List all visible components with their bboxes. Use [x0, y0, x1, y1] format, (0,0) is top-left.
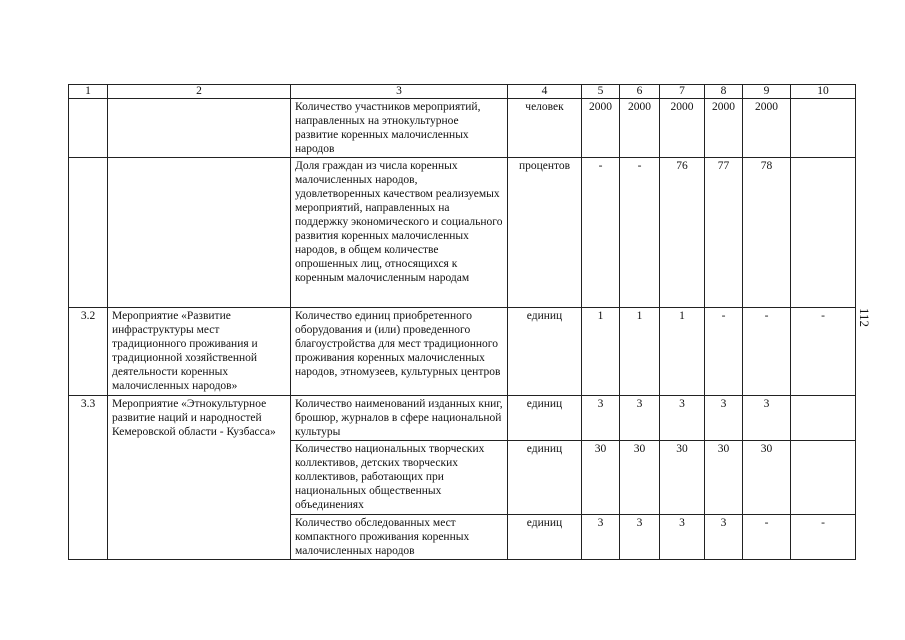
- value-cell: [791, 99, 856, 158]
- value-cell: 2000: [705, 99, 743, 158]
- value-cell: 1: [660, 308, 705, 396]
- row-number: 3.2: [69, 308, 108, 396]
- row-number: [69, 99, 108, 158]
- row-number: [69, 158, 108, 308]
- value-cell: 2000: [582, 99, 620, 158]
- column-header: 6: [620, 85, 660, 99]
- activity-name: Мероприятие «Этнокультурное развитие наций и народностей Кемеровской области - Кузбасса»: [108, 396, 291, 560]
- activity-name: [108, 158, 291, 308]
- indicator-name: Количество участников мероприятий, направленных на этнокультурное развитие коренных малочисленных народов: [291, 99, 508, 158]
- value-cell: 78: [743, 158, 791, 308]
- value-cell: 3: [743, 396, 791, 441]
- value-cell: -: [791, 515, 856, 560]
- value-cell: 3: [705, 396, 743, 441]
- column-header: 8: [705, 85, 743, 99]
- unit: единиц: [508, 515, 582, 560]
- indicator-name: Доля граждан из числа коренных малочисленных народов, удовлетворенных качеством реализуемых мероприятий, направленных на поддержку экономического и социального развития коренных малочисленных народов, в общем количестве опрошенных лиц, относящихся к коренным малочисленным народам: [291, 158, 508, 308]
- column-header: 1: [69, 85, 108, 99]
- activity-name: [108, 99, 291, 158]
- column-header: 7: [660, 85, 705, 99]
- value-cell: -: [743, 515, 791, 560]
- indicator-name: Количество наименований изданных книг, брошюр, журналов в сфере национальной культуры: [291, 396, 508, 441]
- value-cell: 3: [660, 396, 705, 441]
- value-cell: 3: [582, 396, 620, 441]
- value-cell: 30: [705, 441, 743, 515]
- indicator-name: Количество обследованных мест компактного проживания коренных малочисленных народов: [291, 515, 508, 560]
- column-header: 3: [291, 85, 508, 99]
- column-header: 5: [582, 85, 620, 99]
- value-cell: 1: [620, 308, 660, 396]
- value-cell: 77: [705, 158, 743, 308]
- value-cell: 2000: [743, 99, 791, 158]
- table-row: [69, 396, 856, 441]
- table-row: [69, 158, 856, 308]
- indicator-name: Количество единиц приобретенного оборудования и (или) проведенного благоустройства для мест традиционного проживания коренных малочисленных народов, этномузеев, культурных центров: [291, 308, 508, 396]
- value-cell: 30: [620, 441, 660, 515]
- indicators-table: [68, 84, 856, 560]
- unit: человек: [508, 99, 582, 158]
- value-cell: 30: [660, 441, 705, 515]
- column-header: 2: [108, 85, 291, 99]
- value-cell: 1: [582, 308, 620, 396]
- value-cell: [791, 158, 856, 308]
- value-cell: 2000: [660, 99, 705, 158]
- value-cell: 3: [620, 396, 660, 441]
- value-cell: -: [582, 158, 620, 308]
- row-number: 3.3: [69, 396, 108, 560]
- unit: процентов: [508, 158, 582, 308]
- value-cell: 30: [743, 441, 791, 515]
- column-header: 9: [743, 85, 791, 99]
- value-cell: [791, 396, 856, 441]
- value-cell: -: [791, 308, 856, 396]
- value-cell: -: [743, 308, 791, 396]
- value-cell: 3: [705, 515, 743, 560]
- value-cell: 3: [582, 515, 620, 560]
- unit: единиц: [508, 441, 582, 515]
- activity-name: Мероприятие «Развитие инфраструктуры мест традиционного проживания и традиционной хозяйственной деятельности коренных малочисленных народов»: [108, 308, 291, 396]
- unit: единиц: [508, 308, 582, 396]
- value-cell: 3: [660, 515, 705, 560]
- value-cell: 3: [620, 515, 660, 560]
- page-number: 112: [857, 308, 872, 328]
- value-cell: -: [705, 308, 743, 396]
- table-row: [69, 308, 856, 396]
- column-header: 4: [508, 85, 582, 99]
- column-header: 10: [791, 85, 856, 99]
- value-cell: [791, 441, 856, 515]
- value-cell: 2000: [620, 99, 660, 158]
- indicator-name: Количество национальных творческих коллективов, детских творческих коллективов, работающих при национальных общественных объединениях: [291, 441, 508, 515]
- table-row: [69, 99, 856, 158]
- value-cell: -: [620, 158, 660, 308]
- column-header-row: [69, 85, 856, 99]
- value-cell: 76: [660, 158, 705, 308]
- unit: единиц: [508, 396, 582, 441]
- value-cell: 30: [582, 441, 620, 515]
